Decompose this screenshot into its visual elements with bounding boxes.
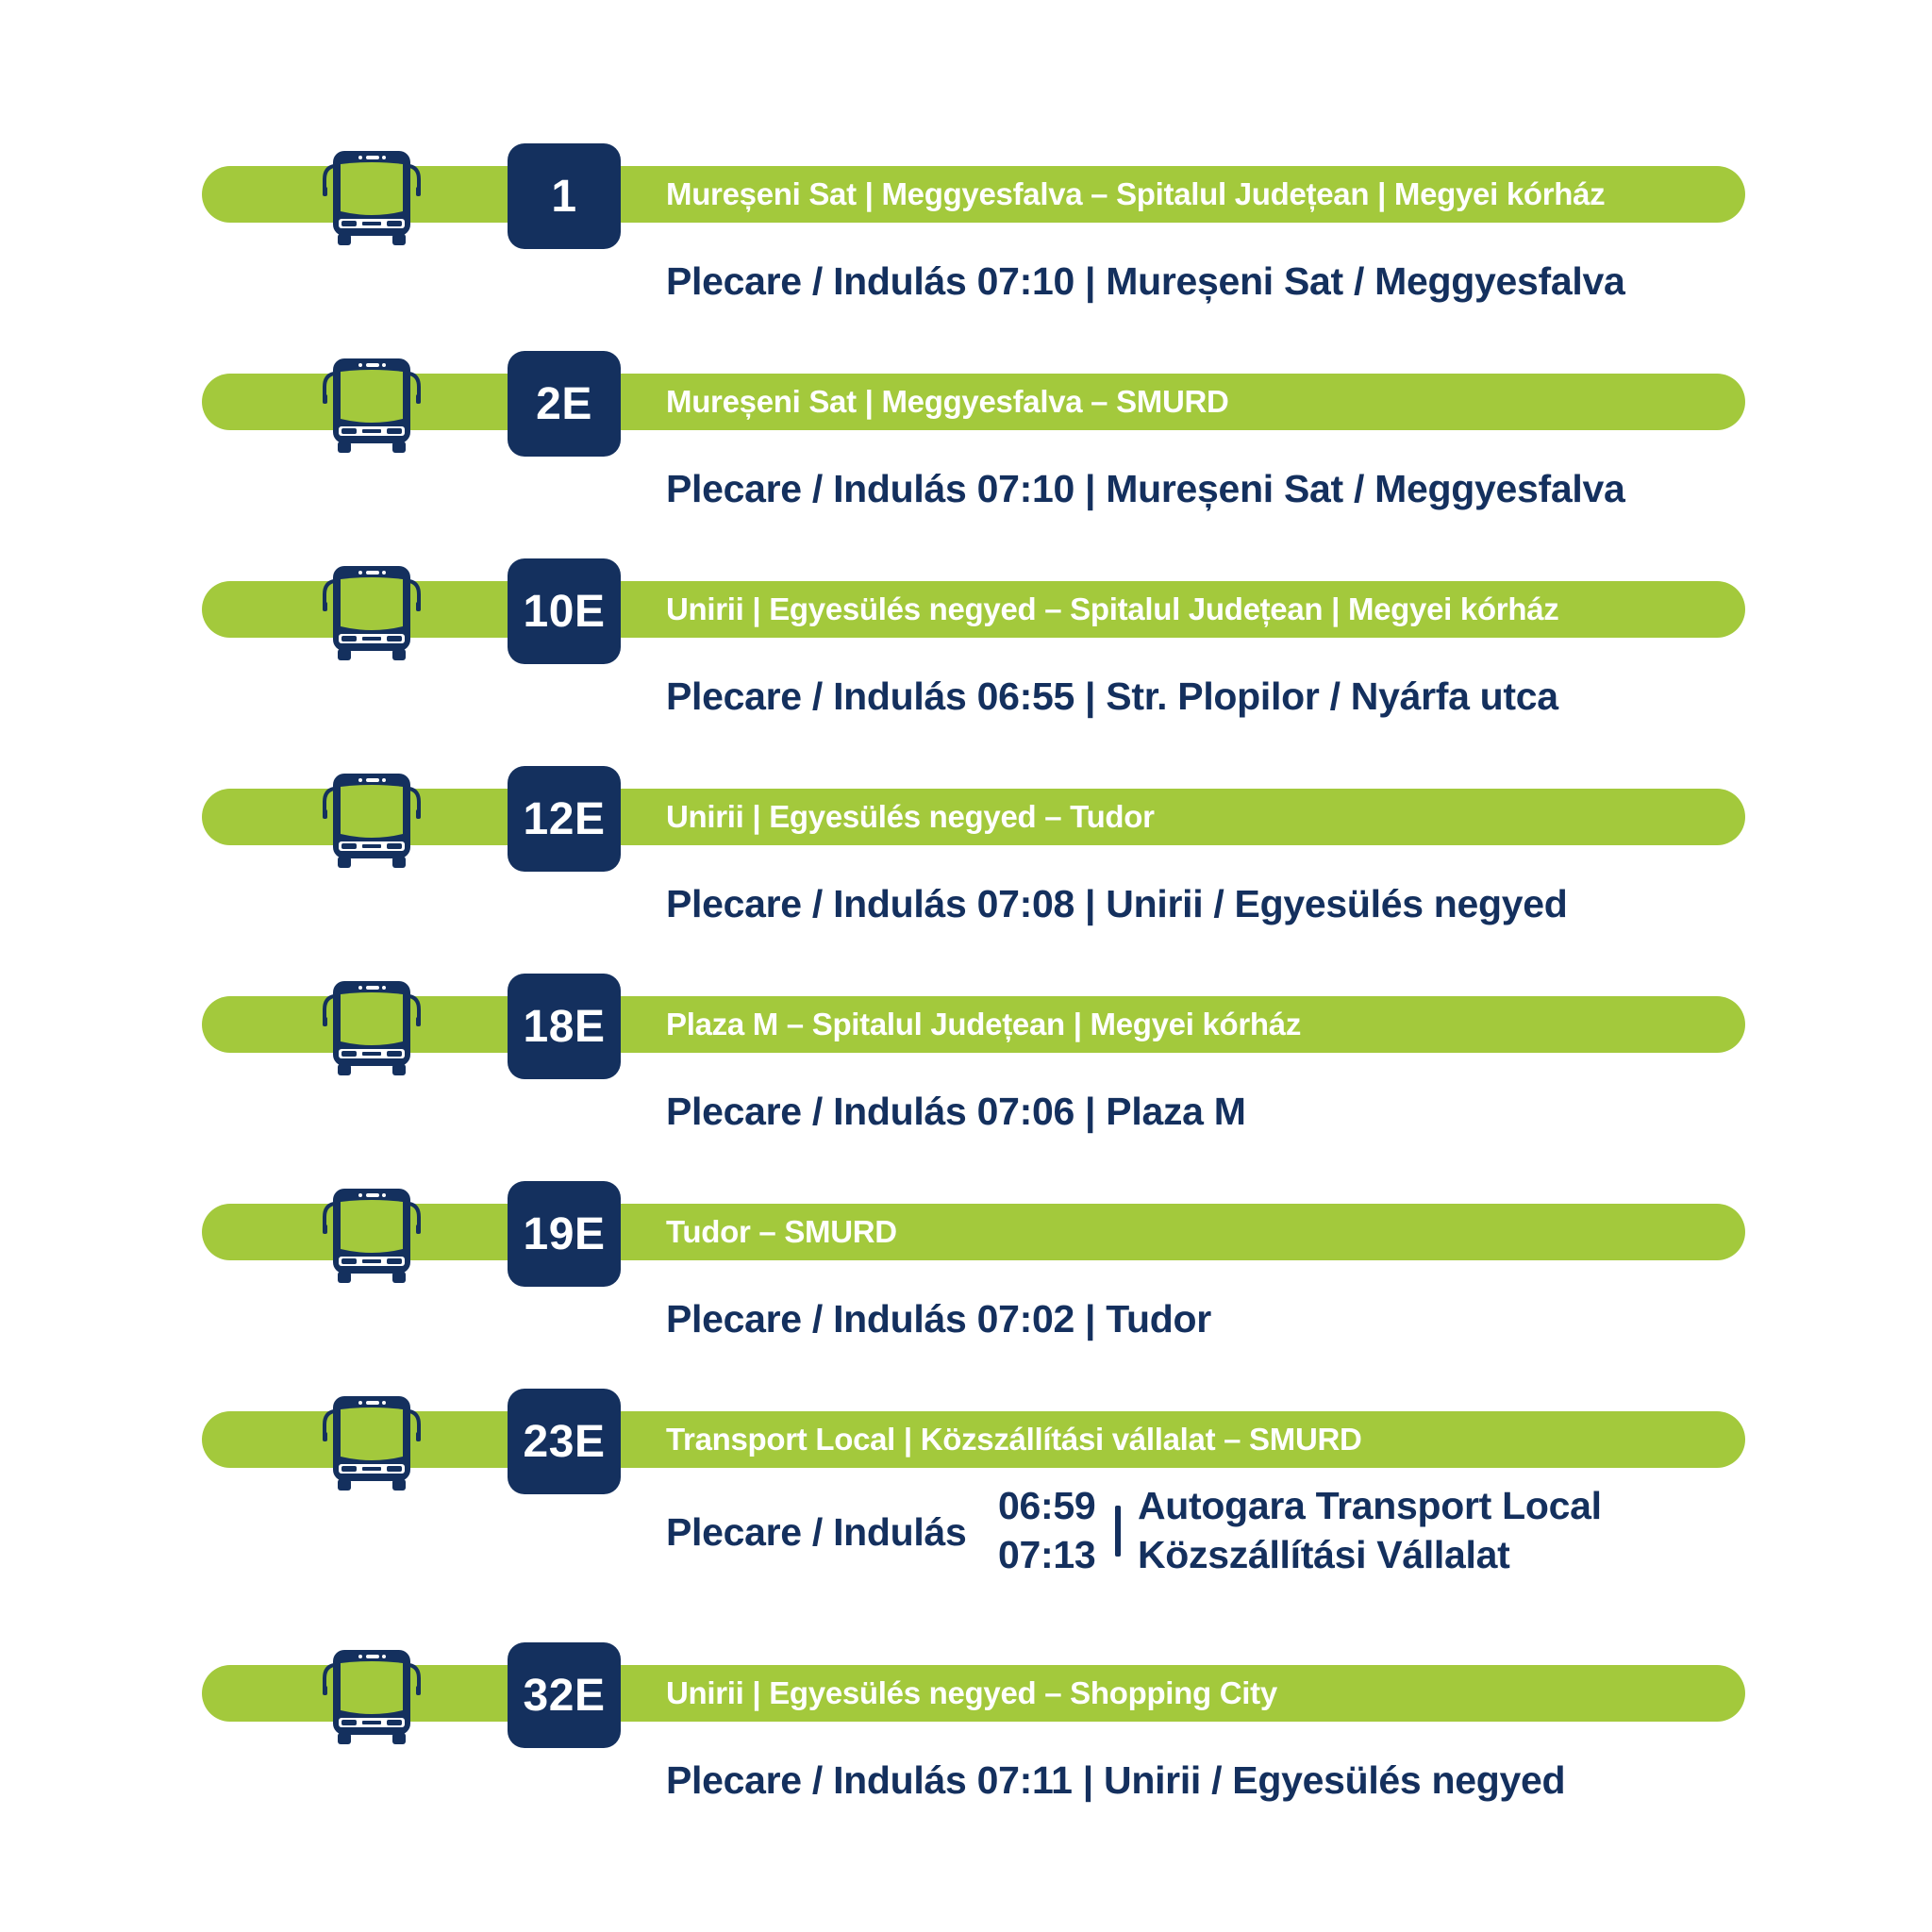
route-number-badge: 12E xyxy=(508,766,621,872)
route-destination: Mureșeni Sat | Meggyesfalva – Spitalul Județean | Megyei kórház xyxy=(666,176,1606,211)
route-departure: Plecare / Indulás 07:11 | Unirii / Egyesülés negyed xyxy=(666,1758,1566,1802)
route-destination: Plaza M – Spitalul Județean | Megyei kórház xyxy=(666,1007,1302,1041)
bus-front-icon xyxy=(323,770,421,870)
route-destination: Transport Local | Közszállítási vállalat – SMURD xyxy=(666,1422,1362,1457)
bus-front-icon xyxy=(323,147,421,247)
bus-front-icon xyxy=(323,1185,421,1285)
departure-station: Autogara Transport Local xyxy=(1138,1484,1602,1527)
route-departure: Plecare / Indulás 07:06 | Plaza M xyxy=(666,1090,1246,1133)
route-destination: Unirii | Egyesülés negyed – Tudor xyxy=(666,799,1155,834)
route-row xyxy=(0,974,1932,1162)
departure-times xyxy=(998,1481,1095,1579)
bus-front-icon xyxy=(323,355,421,455)
separator-bar xyxy=(1115,1506,1121,1557)
departure-stations xyxy=(1138,1481,1602,1579)
route-departure: Plecare / Indulás 07:02 | Tudor xyxy=(666,1297,1211,1341)
route-row xyxy=(0,766,1932,955)
route-row xyxy=(0,1389,1932,1577)
route-number-badge: 18E xyxy=(508,974,621,1079)
route-departure: Plecare / Indulás 06:55 | Str. Plopilor / Nyárfa utca xyxy=(666,675,1558,718)
bus-front-icon xyxy=(323,1392,421,1492)
route-number-badge: 23E xyxy=(508,1389,621,1494)
route-number-badge: 1 xyxy=(508,143,621,249)
route-destination: Unirii | Egyesülés negyed – Spitalul Județean | Megyei kórház xyxy=(666,591,1559,626)
route-bar xyxy=(202,1204,1745,1260)
departure-time: 07:13 xyxy=(998,1533,1096,1576)
route-number-badge: 19E xyxy=(508,1181,621,1287)
route-row xyxy=(0,558,1932,747)
route-row xyxy=(0,143,1932,332)
bus-front-icon xyxy=(323,1646,421,1746)
route-destination: Unirii | Egyesülés negyed – Shopping City xyxy=(666,1675,1277,1710)
route-row xyxy=(0,1181,1932,1370)
route-row xyxy=(0,1642,1932,1831)
route-number-badge: 10E xyxy=(508,558,621,664)
route-destination: Tudor – SMURD xyxy=(666,1214,897,1249)
departure-station: Közszállítási Vállalat xyxy=(1138,1533,1510,1576)
route-departure: Plecare / Indulás 07:08 | Unirii / Egyesülés negyed xyxy=(666,882,1568,925)
bus-front-icon xyxy=(323,977,421,1077)
route-departure: Plecare / Indulás 07:10 | Mureșeni Sat / Meggyesfalva xyxy=(666,467,1625,510)
departure-time: 06:59 xyxy=(998,1484,1096,1527)
route-departure: Plecare / Indulás 07:10 | Mureșeni Sat / Meggyesfalva xyxy=(666,259,1625,303)
bus-front-icon xyxy=(323,562,421,662)
route-number-badge: 2E xyxy=(508,351,621,457)
route-row xyxy=(0,351,1932,540)
route-destination: Mureșeni Sat | Meggyesfalva – SMURD xyxy=(666,384,1229,419)
route-number-badge: 32E xyxy=(508,1642,621,1748)
departure-prefix: Plecare / Indulás xyxy=(666,1510,967,1554)
